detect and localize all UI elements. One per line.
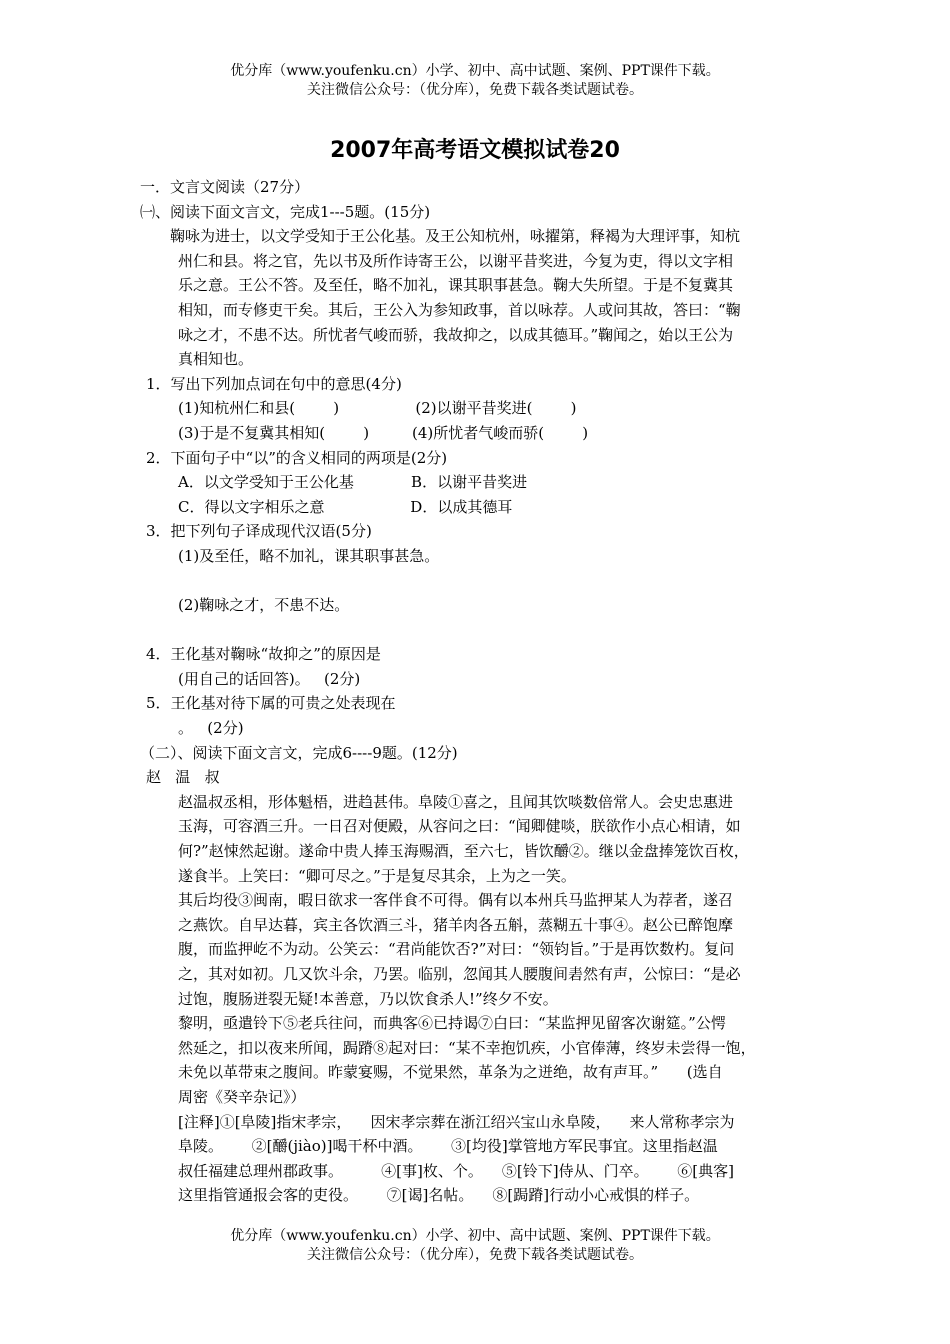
text-line: 未免以革带束之腹间。昨蒙宴赐，不觉果然，革条为之迸绝，故有声耳。” (选自 [178, 1063, 723, 1082]
document-title: 2007年高考语文模拟试卷20 [330, 138, 620, 163]
answer-space [140, 618, 820, 643]
text-line: 周密《癸辛杂记》） [178, 1087, 306, 1106]
text-line: （二）、阅读下面文言文，完成6----9题。(12分) [140, 743, 458, 762]
text-line: (用自己的话回答)。 (2分) [178, 669, 361, 688]
text-line: 过饱，腹肠迸裂无疑!本善意，乃以饮食杀人!”终夕不安。 [178, 989, 558, 1008]
text-line: 。 (2分) [178, 719, 244, 738]
document-body [140, 175, 820, 1208]
text-line: 之燕饮。自早达暮，宾主各饮酒三斗，猪羊肉各五斛，蒸糊五十事④。赵公已醉饱摩 [178, 915, 734, 934]
text-line: 州仁和县。将之官，先以书及所作诗寄王公，以谢平昔奖进，今复为吏，得以文字相 [178, 251, 734, 270]
text-line: 这里指管通报会客的吏役。 ⑦[谒]名帖。 ⑧[跼蹐]行动小心戒惧的样子。 [178, 1186, 700, 1205]
text-line: 咏之才，不患不达。所忧者气峻而骄，我故抑之，以成其德耳。”鞠闻之，始以王公为 [178, 325, 734, 344]
text-line: 2．下面句子中“以”的含义相同的两项是(2分) [146, 448, 448, 467]
text-line: 然延之，扣以夜来所闻，跼蹐⑧起对曰：“某不幸抱饥疾，小官俸薄，终岁未尝得一饱， [178, 1038, 756, 1057]
text-line: 玉海，可容酒三升。一日召对便殿，从容问之曰：“闻卿健啖，朕欲作小点心相请，如 [178, 817, 741, 836]
text-line: 何?”赵悚然起谢。遂命中贵人捧玉海赐酒，至六七，皆饮釂②。继以金盘捧笼饮百枚， [178, 842, 749, 861]
page-header [0, 62, 950, 100]
text-line: (1)及至任，略不加礼，课其职事甚急。 [178, 546, 440, 565]
text-line: [注释]①[阜陵]指宋孝宗， 因宋孝宗葬在浙江绍兴宝山永阜陵， 来人常称孝宗为 [178, 1112, 735, 1131]
text-line: 一．文言文阅读（27分） [140, 178, 310, 196]
text-line: A．以文学受知于王公化基 B．以谢平昔奖进 [178, 473, 528, 492]
text-line: 5．王化基对待下属的可贵之处表现在 [146, 694, 396, 713]
text-line: 叔任福建总理州郡政事。 ④[事]枚、个。 ⑤[铃下]侍从、门卒。 ⑥[典客] [178, 1161, 734, 1180]
text-line: 之，其对如初。几又饮斗余，乃罢。临别，忽闻其人腰腹间砉然有声，公惊曰：“是必 [178, 965, 741, 983]
text-line: 相知，而专修吏干矣。其后，王公入为参知政事，首以咏荐。人或问其故，答曰：“鞠 [178, 300, 741, 319]
page-footer [0, 1227, 950, 1265]
text-line: ㈠、阅读下面文言文，完成1---5题。(15分) [140, 202, 431, 221]
footer-line-2: 关注微信公众号：（优分库），免费下载各类试题试卷。 [307, 1247, 643, 1263]
text-line: 阜陵。 ②[釂(jiào)]喝干杯中酒。 ③[均役]掌管地方军民事宜。这里指赵温 [178, 1137, 718, 1156]
header-line-2: 关注微信公众号：（优分库），免费下载各类试题试卷。 [307, 82, 643, 98]
text-line: 黎明，亟遣铃下⑤老兵往问，而典客⑥已持谒⑦白曰：“某监押见留客次谢筵。”公愕 [178, 1014, 726, 1033]
footer-line-1: 优分库（www.youfenku.cn）小学、初中、高中试题、案例、PPT课件下载。 [230, 1228, 720, 1244]
text-line: (2)鞠咏之才，不患不达。 [178, 596, 350, 615]
text-line: (1)知杭州仁和县( ) (2)以谢平昔奖进( ) [178, 399, 577, 418]
text-line: 4．王化基对鞠咏“故抑之”的原因是 [146, 645, 381, 664]
text-line: 赵 温 叔 [146, 768, 220, 787]
text-line: 3．把下列句子译成现代汉语(5分) [146, 522, 372, 541]
text-line: 1．写出下列加点词在句中的意思(4分) [146, 374, 402, 393]
text-line: 鞠咏为进士，以文学受知于王公化基。及王公知杭州，咏擢第，释褐为大理评事，知杭 [170, 227, 741, 246]
text-line: 赵温叔丞相，形体魁梧，进趋甚伟。阜陵①喜之，且闻其饮啖数倍常人。会史忠惠进 [178, 792, 734, 811]
text-line: 遂食半。上笑曰：“卿可尽之。”于是复尽其余，上为之一笑。 [178, 866, 576, 885]
text-line: 腹，而监押屹不为动。公笑云：“君尚能饮否?”对曰：“领钧旨。”于是再饮数杓。复问 [178, 940, 735, 959]
text-line: 真相知也。 [178, 350, 254, 369]
header-line-1: 优分库（www.youfenku.cn）小学、初中、高中试题、案例、PPT课件下载。 [230, 63, 720, 79]
text-line: (3)于是不复冀其相知( ) (4)所忧者气峻而骄( ) [178, 423, 589, 442]
text-line: 乐之意。王公不答。及至任，略不加礼，课其职事甚急。鞠大失所望。于是不复冀其 [178, 276, 734, 295]
text-line: C．得以文字相乐之意 D．以成其德耳 [178, 497, 513, 516]
text-line: 其后均役③闽南，暇日欲求一客伴食不可得。偶有以本州兵马监押某人为荐者，遂召 [178, 891, 734, 910]
answer-space [140, 569, 820, 594]
